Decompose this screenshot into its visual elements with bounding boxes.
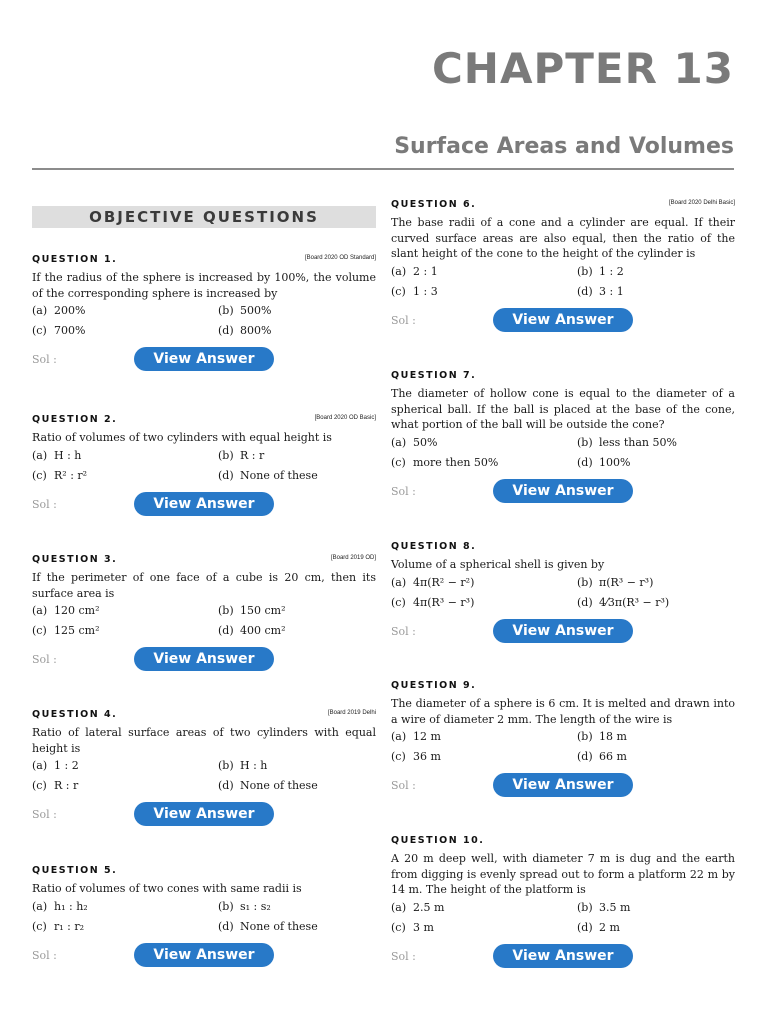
option (218, 446, 376, 466)
solution-row (32, 347, 376, 373)
option (391, 898, 577, 918)
option-letter: (c) (391, 750, 406, 763)
option (577, 453, 735, 473)
solution-label: Sol : (32, 808, 57, 821)
view-answer-button[interactable]: View Answer (134, 647, 274, 671)
option (577, 573, 735, 593)
option-letter: (a) (391, 730, 407, 743)
question-header (391, 835, 735, 849)
question-number: QUESTION 1. (32, 254, 118, 265)
option-letter: (c) (391, 595, 406, 609)
option-letter: (d) (577, 455, 593, 469)
question-header (391, 199, 735, 213)
question-header (391, 370, 735, 384)
question-text: The base radii of a cone and a cylinder are equal. If their curved surface areas are also equal, then the ratio of the slant height of the cone to the height of the cylinder is (391, 216, 735, 260)
option-text: 1 : 2 (54, 759, 79, 772)
option-text: 2.5 m (413, 900, 445, 914)
option (32, 301, 218, 321)
option (577, 262, 735, 282)
option-text: 12 m (413, 730, 441, 743)
option-text: 1 : 3 (413, 284, 438, 298)
option-letter: (b) (218, 899, 234, 913)
option-letter: (c) (32, 468, 47, 482)
option-letter: (d) (218, 324, 234, 337)
option (577, 747, 735, 767)
option (577, 918, 735, 938)
question-header (32, 865, 376, 879)
options-grid (32, 897, 376, 937)
question-source: [Board 2020 Delhi Basic] (668, 200, 735, 206)
options-grid (32, 756, 376, 796)
option-text: 3.5 m (599, 900, 631, 914)
option (218, 321, 376, 341)
options-grid (32, 601, 376, 641)
option-text: 18 m (599, 730, 627, 743)
option-text: 2 m (599, 920, 620, 934)
option-text: s₁ : s₂ (240, 899, 271, 913)
option (391, 593, 577, 613)
left-column (32, 0, 376, 1024)
solution-label: Sol : (391, 949, 416, 963)
option-text: r₁ : r₂ (54, 919, 85, 933)
view-answer-button[interactable]: View Answer (134, 943, 274, 967)
option-text: R² : r² (54, 468, 88, 482)
option-letter: (a) (391, 575, 407, 589)
option-letter: (c) (391, 920, 406, 934)
solution-row (32, 492, 376, 518)
option-letter: (d) (577, 284, 593, 298)
solution-label: Sol : (391, 779, 416, 792)
option-letter: (b) (218, 304, 234, 317)
option-text: 200% (54, 304, 86, 317)
option (32, 897, 218, 917)
option-text: more then 50% (413, 455, 499, 469)
option (32, 917, 218, 937)
option-text: H : h (54, 448, 82, 462)
option-letter: (b) (577, 435, 593, 449)
options-grid (32, 446, 376, 486)
option-text: π(R³ − r³) (599, 575, 654, 589)
option-letter: (d) (218, 468, 234, 482)
option-text: 3 : 1 (599, 284, 624, 298)
solution-row (391, 479, 735, 505)
option-letter: (a) (32, 899, 48, 913)
view-answer-button[interactable]: View Answer (134, 492, 274, 516)
option-text: 50% (413, 435, 438, 449)
option (391, 433, 577, 453)
option-letter: (c) (32, 779, 47, 792)
option-text: H : h (240, 759, 268, 772)
option-text: R : r (54, 779, 79, 792)
option-text: R : r (240, 448, 265, 462)
question-block (32, 865, 376, 969)
option-letter: (a) (32, 759, 48, 772)
option-letter: (d) (577, 750, 593, 763)
question-block (391, 541, 735, 645)
option-text: 36 m (413, 750, 441, 763)
solution-label: Sol : (391, 313, 416, 327)
option-letter: (c) (32, 919, 47, 933)
question-header (32, 709, 376, 723)
option (391, 262, 577, 282)
question-block (391, 370, 735, 505)
option (218, 621, 376, 641)
option-letter: (b) (218, 448, 234, 462)
question-block (32, 554, 376, 673)
question-text: The diameter of a sphere is 6 cm. It is melted and drawn into a wire of diameter 2 mm. The length of the wire is (391, 697, 735, 726)
question-block (32, 709, 376, 828)
option-text: 4⁄3π(R³ − r³) (599, 595, 670, 609)
question-text: A 20 m deep well, with diameter 7 m is dug and the earth from digging is evenly spread out to form a platform 22 m by 14 m. The height of the platform is (391, 852, 735, 896)
question-number: QUESTION 7. (391, 370, 477, 381)
solution-label: Sol : (32, 653, 57, 666)
option-letter: (a) (391, 264, 407, 278)
question-header (32, 554, 376, 568)
options-grid (391, 573, 735, 613)
option (32, 321, 218, 341)
option-letter: (d) (577, 595, 593, 609)
option-text: 4π(R³ − r³) (413, 595, 475, 609)
options-grid (32, 301, 376, 341)
solution-label: Sol : (32, 948, 57, 962)
option (32, 756, 218, 776)
option-letter: (a) (32, 448, 48, 462)
chapter-title: CHAPTER 13 (431, 44, 734, 93)
question-source: [Board 2020 OD Basic] (314, 415, 376, 421)
option-text: 125 cm² (54, 624, 100, 637)
solution-row (32, 647, 376, 673)
option (32, 621, 218, 641)
option-letter: (d) (218, 624, 234, 637)
view-answer-button[interactable]: View Answer (134, 802, 274, 826)
option-letter: (b) (577, 900, 593, 914)
question-number: QUESTION 4. (32, 709, 118, 720)
option-letter: (b) (577, 575, 593, 589)
option-letter: (c) (32, 624, 47, 637)
option-text: 120 cm² (54, 604, 100, 617)
view-answer-button[interactable]: View Answer (493, 619, 633, 643)
option-text: 400 cm² (240, 624, 286, 637)
solution-row (391, 619, 735, 645)
option-letter: (b) (218, 759, 234, 772)
option-text: 1 : 2 (599, 264, 624, 278)
option (391, 573, 577, 593)
question-header (391, 541, 735, 555)
option-letter: (a) (391, 900, 407, 914)
option-text: None of these (240, 779, 318, 792)
option-text: h₁ : h₂ (54, 899, 88, 913)
option (391, 282, 577, 302)
option-text: 700% (54, 324, 86, 337)
option-text: less than 50% (599, 435, 677, 449)
solution-row (32, 943, 376, 969)
option-letter: (c) (391, 284, 406, 298)
option-letter: (c) (391, 455, 406, 469)
question-block (391, 680, 735, 799)
option-text: None of these (240, 919, 318, 933)
solution-row (32, 802, 376, 828)
option (391, 918, 577, 938)
solution-label: Sol : (32, 497, 57, 511)
option-text: None of these (240, 468, 318, 482)
option (577, 727, 735, 747)
option-text: 4π(R² − r²) (413, 575, 475, 589)
option (218, 466, 376, 486)
question-text: If the radius of the sphere is increased by 100%, the volume of the corresponding sphere is increased by (32, 271, 376, 300)
solution-row (391, 773, 735, 799)
question-block (391, 199, 735, 334)
option (218, 917, 376, 937)
option-letter: (d) (218, 779, 234, 792)
solution-row (391, 308, 735, 334)
view-answer-button[interactable]: View Answer (493, 944, 633, 968)
options-grid (391, 433, 735, 473)
question-header (32, 414, 376, 428)
option-text: 100% (599, 455, 631, 469)
option (391, 453, 577, 473)
question-block (32, 414, 376, 518)
option-text: 66 m (599, 750, 627, 763)
option (391, 727, 577, 747)
option (577, 593, 735, 613)
option-letter: (b) (577, 730, 593, 743)
section-banner: OBJECTIVE QUESTIONS (32, 206, 376, 228)
options-grid (391, 898, 735, 938)
question-number: QUESTION 3. (32, 554, 118, 565)
option-letter: (a) (391, 435, 407, 449)
option-text: 150 cm² (240, 604, 286, 617)
chapter-subtitle: Surface Areas and Volumes (394, 134, 734, 159)
view-answer-button[interactable]: View Answer (493, 479, 633, 503)
question-number: QUESTION 9. (391, 680, 477, 691)
question-number: QUESTION 2. (32, 414, 118, 425)
option (218, 756, 376, 776)
view-answer-button[interactable]: View Answer (493, 773, 633, 797)
option-letter: (c) (32, 324, 47, 337)
options-grid (391, 262, 735, 302)
options-grid (391, 727, 735, 767)
option-letter: (b) (218, 604, 234, 617)
view-answer-button[interactable]: View Answer (134, 347, 274, 371)
solution-label: Sol : (391, 484, 416, 498)
option (32, 446, 218, 466)
option-letter: (d) (218, 919, 234, 933)
question-header (391, 680, 735, 694)
option-text: 3 m (413, 920, 434, 934)
option-letter: (a) (32, 304, 48, 317)
question-text: Ratio of volumes of two cylinders with equal height is (32, 431, 332, 444)
question-source: [Board 2019 OD] (330, 555, 376, 561)
view-answer-button[interactable]: View Answer (493, 308, 633, 332)
option-letter: (a) (32, 604, 48, 617)
option-letter: (b) (577, 264, 593, 278)
question-block (391, 835, 735, 970)
question-text: Ratio of lateral surface areas of two cylinders with equal height is (32, 726, 376, 755)
option-letter: (d) (577, 920, 593, 934)
option (32, 466, 218, 486)
option (577, 282, 735, 302)
option (577, 433, 735, 453)
question-text: Ratio of volumes of two cones with same radii is (32, 882, 302, 895)
right-column (391, 0, 735, 1024)
question-number: QUESTION 6. (391, 199, 477, 210)
solution-label: Sol : (32, 353, 57, 366)
option (577, 898, 735, 918)
question-source: [Board 2020 OD Standard] (304, 255, 376, 261)
option (218, 776, 376, 796)
option (218, 301, 376, 321)
option (32, 601, 218, 621)
solution-row (391, 944, 735, 970)
option-text: 2 : 1 (413, 264, 438, 278)
option (391, 747, 577, 767)
option-text: 800% (240, 324, 272, 337)
question-text: Volume of a spherical shell is given by (391, 558, 605, 571)
question-text: If the perimeter of one face of a cube is 20 cm, then its surface area is (32, 571, 376, 600)
question-number: QUESTION 5. (32, 865, 118, 876)
question-block (32, 254, 376, 373)
option (218, 601, 376, 621)
question-number: QUESTION 8. (391, 541, 477, 552)
question-text: The diameter of hollow cone is equal to the diameter of a spherical ball. If the ball is placed at the base of the cone, what portion of the ball will be outside the cone? (391, 387, 735, 431)
question-source: [Board 2019 Delhi (327, 710, 376, 716)
option (218, 897, 376, 917)
option (32, 776, 218, 796)
question-number: QUESTION 10. (391, 835, 485, 846)
question-header (32, 254, 376, 268)
option-text: 500% (240, 304, 272, 317)
solution-label: Sol : (391, 624, 416, 638)
